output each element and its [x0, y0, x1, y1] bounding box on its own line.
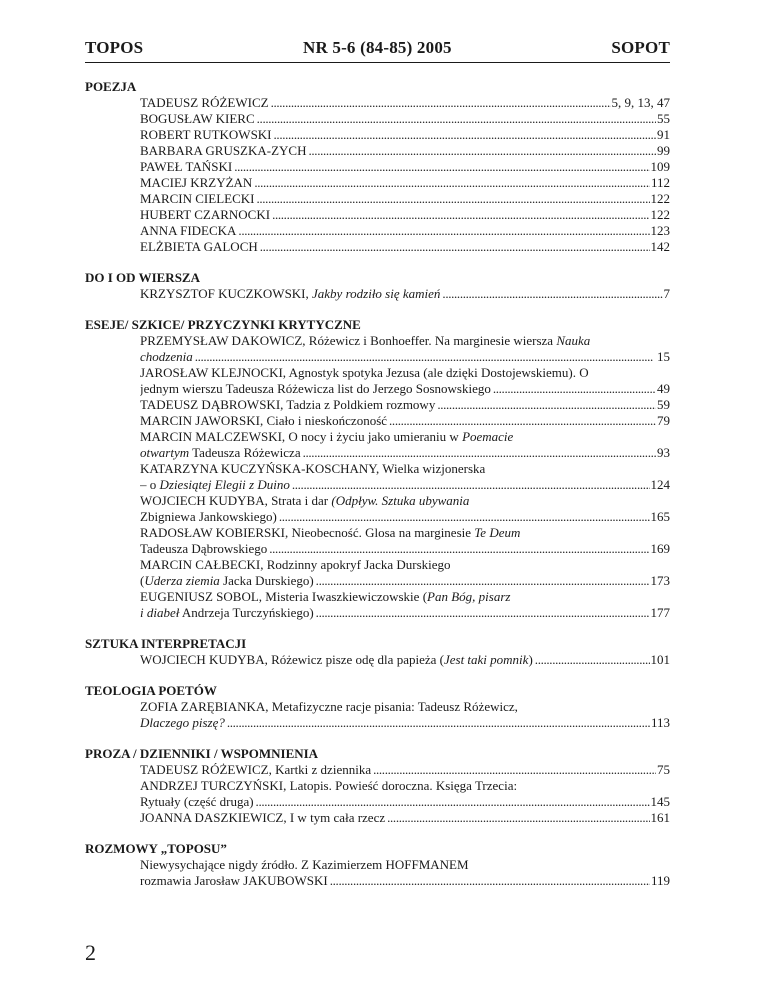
toc-entry: [140, 286, 670, 302]
entry-title-italic: otwartym: [140, 445, 190, 460]
entry-line: [140, 175, 670, 191]
entry-text-segment: RADOSŁAW KOBIERSKI, Nieobecność. Glosa na marginesie: [140, 525, 475, 540]
toc-entry: [140, 557, 670, 589]
entry-text-segment: KRZYSZTOF KUCZKOWSKI,: [140, 286, 313, 301]
toc-section: [85, 317, 670, 621]
entry-title-italic: Jakby rodziło się kamień: [312, 286, 441, 301]
toc-entry: [140, 191, 670, 207]
section-title: PROZA / DZIENNIKI / WSPOMNIENIA: [85, 746, 319, 761]
entry-line: [140, 349, 670, 365]
entry-line: [140, 223, 670, 239]
entry-text: [140, 191, 254, 207]
entry-text-segment: jednym wierszu Tadeusza Różewicza list do Jerzego Sosnowskiego: [140, 381, 491, 396]
entry-text-segment: TADEUSZ DĄBROWSKI, Tadzia z Poldkiem rozmowy: [140, 397, 436, 412]
entry-page-number: 169: [650, 541, 670, 556]
entry-text-segment: Tadeusza Dąbrowskiego: [140, 541, 268, 556]
dot-leader: [442, 286, 662, 302]
entry-line: [140, 557, 670, 573]
entry-line: [140, 143, 670, 159]
entry-line: [140, 127, 670, 143]
toc-entry: [140, 413, 670, 429]
entry-page-number: 59: [657, 397, 670, 412]
entry-page-number: 112: [650, 175, 670, 190]
entry-text-segment: MARCIN CAŁBECKI, Rodzinny apokryf Jacka Durskiego: [140, 557, 451, 572]
dot-leader: [234, 159, 649, 175]
section-title: SZTUKA INTERPRETACJI: [85, 636, 247, 651]
entry-line: [140, 477, 670, 493]
entry-text-segment: – o: [140, 477, 160, 492]
entry-line: [140, 794, 670, 810]
toc-entry: [140, 429, 670, 461]
entry-text: [140, 445, 301, 461]
entry-text: [140, 605, 314, 621]
entry-line: [140, 573, 670, 589]
running-header: [85, 38, 670, 62]
entry-line: [140, 541, 670, 557]
entry-page-number: 123: [650, 223, 670, 238]
entry-text: [140, 477, 290, 493]
entry-text-segment: Niewysychające nigdy źródło. Z Kazimierzem HOFFMANEM: [140, 857, 469, 872]
entry-page-number: 145: [650, 794, 670, 809]
entry-line: [140, 95, 670, 111]
dot-leader: [387, 810, 649, 826]
toc-entry: [140, 143, 670, 159]
dot-leader: [269, 541, 649, 557]
entry-line: [140, 333, 670, 349]
entry-text: [140, 810, 385, 826]
entry-text-segment: TADEUSZ RÓŻEWICZ: [140, 95, 269, 110]
entry-line: [140, 239, 670, 255]
entry-page-number: 49: [657, 381, 670, 396]
entry-text-segment: Tadeusza Różewicza: [189, 445, 301, 460]
entry-text-segment: JAROSŁAW KLEJNOCKI, Agnostyk spotyka Jezusa (ale dzięki Dostojewskiemu). O: [140, 365, 589, 380]
entry-page-number: 101: [650, 652, 670, 667]
dot-leader: [493, 381, 656, 397]
toc-section: [85, 636, 670, 668]
entry-line: [140, 589, 670, 605]
entry-text-segment: ZOFIA ZARĘBIANKA, Metafizyczne racje pisania: Tadeusz Różewicz,: [140, 699, 518, 714]
entry-text-segment: ): [528, 652, 533, 667]
section-title: ESEJE/ SZKICE/ PRZYCZYNKI KRYTYCZNE: [85, 317, 361, 332]
toc-section: [85, 746, 670, 826]
section-entries: [85, 652, 670, 668]
entry-text-segment: MACIEJ KRZYŻAN: [140, 175, 253, 190]
entry-text: [140, 159, 232, 175]
entry-page-number: 109: [650, 159, 670, 174]
dot-leader: [316, 605, 650, 621]
section-entries: [85, 333, 670, 621]
toc-entry: [140, 778, 670, 810]
dot-leader: [227, 715, 650, 731]
dot-leader: [256, 191, 649, 207]
toc-entry: [140, 699, 670, 731]
entry-text: [140, 286, 440, 302]
entry-line: [140, 715, 670, 731]
entry-text-segment: EUGENIUSZ SOBOL, Misteria Iwaszkiewiczowskie (: [140, 589, 428, 604]
toc-entry: [140, 525, 670, 557]
table-of-contents: [85, 79, 670, 904]
section-entries: [85, 699, 670, 731]
entry-page-number: 165: [650, 509, 670, 524]
dot-leader: [272, 207, 649, 223]
entry-line: [140, 857, 670, 873]
toc-section: [85, 79, 670, 255]
dot-leader: [292, 477, 650, 493]
dot-leader: [254, 175, 650, 191]
toc-entry: [140, 159, 670, 175]
section-title: ROZMOWY „TOPOSU”: [85, 841, 227, 856]
header-journal-title: TOPOS: [85, 38, 144, 57]
toc-entry: [140, 223, 670, 239]
entry-text-segment: ROBERT RUTKOWSKI: [140, 127, 272, 142]
toc-entry: [140, 810, 670, 826]
section-title: TEOLOGIA POETÓW: [85, 683, 217, 698]
dot-leader: [256, 794, 650, 810]
entry-text-segment: JOANNA DASZKIEWICZ, I w tym cała rzecz: [140, 810, 386, 825]
dot-leader: [238, 223, 649, 239]
entry-line: [140, 525, 670, 541]
entry-page-number: 55: [657, 111, 670, 126]
entry-text-segment: WOJCIECH KUDYBA, Różewicz pisze odę dla papieża (: [140, 652, 444, 667]
entry-title-italic: Uderza ziemia: [144, 573, 220, 588]
entry-text-segment: Andrzeja Turczyńskiego): [179, 605, 314, 620]
entry-page-number: 113: [650, 715, 670, 730]
toc-entry: [140, 589, 670, 621]
toc-section: [85, 841, 670, 889]
entry-text-segment: BARBARA GRUSZKA-ZYCH: [140, 143, 307, 158]
entry-line: [140, 605, 670, 621]
entry-text-segment: Jacka Durskiego): [219, 573, 314, 588]
toc-entry: [140, 762, 670, 778]
entry-page-number: 142: [650, 239, 670, 254]
entry-text-segment: ELŻBIETA GALOCH: [140, 239, 258, 254]
entry-line: [140, 699, 670, 715]
section-entries: [85, 95, 670, 255]
entry-page-number: 15: [657, 349, 670, 364]
section-title: DO I OD WIERSZA: [85, 270, 200, 285]
entry-text-segment: TADEUSZ RÓŻEWICZ, Kartki z dziennika: [140, 762, 372, 777]
entry-line: [140, 778, 670, 794]
entry-page-number: 122: [650, 191, 670, 206]
entry-line: [140, 810, 670, 826]
entry-text: [140, 873, 328, 889]
entry-text: [140, 143, 307, 159]
entry-line: [140, 429, 670, 445]
entry-text-segment: WOJCIECH KUDYBA, Strata i dar: [140, 493, 332, 508]
entry-text: [140, 239, 258, 255]
entry-text-segment: Rytuały (część druga): [140, 794, 254, 809]
dot-leader: [373, 762, 656, 778]
entry-title-italic: Dziesiątej Elegii z Duino: [159, 477, 290, 492]
toc-entry: [140, 493, 670, 525]
entry-text: [140, 397, 435, 413]
dot-leader: [279, 509, 650, 525]
entry-page-number: 99: [657, 143, 670, 158]
toc-entry: [140, 652, 670, 668]
entry-line: [140, 397, 670, 413]
entry-text: [140, 794, 254, 810]
dot-leader: [330, 873, 650, 889]
entry-page-number: 177: [650, 605, 670, 620]
entry-page-number: 161: [650, 810, 670, 825]
entry-line: [140, 286, 670, 302]
header-city: SOPOT: [611, 38, 670, 57]
entry-line: [140, 461, 670, 477]
entry-page-number: 119: [650, 873, 670, 888]
section-title: POEZJA: [85, 79, 137, 94]
entry-line: [140, 381, 670, 397]
entry-page-number: 173: [650, 573, 670, 588]
entry-line: [140, 509, 670, 525]
dot-leader: [257, 111, 656, 127]
toc-entry: [140, 239, 670, 255]
entry-page-number: 5, 9, 13, 47: [611, 95, 670, 110]
entry-line: [140, 191, 670, 207]
entry-text-segment: MARCIN CIELECKI: [140, 191, 255, 206]
entry-text-segment: rozmawia Jarosław JAKUBOWSKI: [140, 873, 328, 888]
toc-section: [85, 683, 670, 731]
entry-title-italic: Poemacie: [462, 429, 514, 444]
entry-text-segment: BOGUSŁAW KIERC: [140, 111, 255, 126]
dot-leader: [195, 349, 656, 365]
entry-text-segment: (: [140, 573, 145, 588]
entry-page-number: 91: [657, 127, 670, 142]
dot-leader: [260, 239, 650, 255]
dot-leader: [303, 445, 656, 461]
entry-text-segment: Zbigniewa Jankowskiego): [140, 509, 277, 524]
entry-text-segment: KATARZYNA KUCZYŃSKA-KOSCHANY, Wielka wizjonerska: [140, 461, 486, 476]
section-entries: [85, 762, 670, 826]
entry-page-number: 122: [650, 207, 670, 222]
entry-title-italic: Te Deum: [474, 525, 521, 540]
entry-text: [140, 413, 387, 429]
entry-text-segment: PRZEMYSŁAW DAKOWICZ, Różewicz i Bonhoeffer. Na marginesie wiersza: [140, 333, 557, 348]
dot-leader: [437, 397, 656, 413]
entry-title-italic: chodzenia: [140, 349, 193, 364]
entry-text: [140, 541, 267, 557]
entry-line: [140, 159, 670, 175]
entry-line: [140, 493, 670, 509]
entry-text-segment: ANDRZEJ TURCZYŃSKI, Latopis. Powieść doroczna. Księga Trzecia:: [140, 778, 518, 793]
entry-text: [140, 111, 255, 127]
entry-text: [140, 207, 270, 223]
entry-text: [140, 381, 491, 397]
header-issue-number: NR 5-6 (84-85) 2005: [302, 38, 452, 57]
toc-entry: [140, 461, 670, 493]
entry-line: [140, 762, 670, 778]
entry-page-number: 7: [663, 286, 670, 301]
dot-leader: [274, 127, 656, 143]
toc-entry: [140, 127, 670, 143]
page-number: 2: [85, 940, 96, 965]
entry-text: [140, 715, 225, 731]
entry-text: [140, 175, 252, 191]
entry-line: [140, 207, 670, 223]
entry-text: [140, 573, 314, 589]
dot-leader: [309, 143, 657, 159]
entry-text: [140, 223, 236, 239]
entry-line: [140, 111, 670, 127]
dot-leader: [271, 95, 611, 111]
header-rule: [85, 62, 670, 63]
entry-page-number: 124: [650, 477, 670, 492]
entry-text-segment: ANNA FIDECKA: [140, 223, 237, 238]
toc-entry: [140, 175, 670, 191]
toc-entry: [140, 365, 670, 397]
dot-leader: [389, 413, 656, 429]
entry-text: [140, 652, 533, 668]
entry-text-segment: HUBERT CZARNOCKI: [140, 207, 271, 222]
entry-text-segment: MARCIN JAWORSKI, Ciało i nieskończoność: [140, 413, 388, 428]
toc-entry: [140, 95, 670, 111]
entry-line: [140, 652, 670, 668]
entry-text-segment: MARCIN MALCZEWSKI, O nocy i życiu jako umieraniu w: [140, 429, 463, 444]
entry-line: [140, 445, 670, 461]
entry-title-italic: i diabeł: [140, 605, 180, 620]
entry-title-italic: Pan Bóg, pisarz: [427, 589, 511, 604]
toc-section: [85, 270, 670, 302]
entry-page-number: 75: [657, 762, 670, 777]
entry-page-number: 79: [657, 413, 670, 428]
entry-line: [140, 365, 670, 381]
entry-text: [140, 127, 272, 143]
entry-text: [140, 95, 269, 111]
section-entries: [85, 857, 670, 889]
toc-entry: [140, 207, 670, 223]
entry-text-segment: PAWEŁ TAŃSKI: [140, 159, 233, 174]
entry-line: [140, 873, 670, 889]
toc-entry: [140, 333, 670, 365]
entry-title-italic: Jest taki pomnik: [443, 652, 529, 667]
toc-entry: [140, 397, 670, 413]
entry-title-italic: Dlaczego piszę?: [140, 715, 225, 730]
dot-leader: [535, 652, 650, 668]
section-entries: [85, 286, 670, 302]
entry-text: [140, 349, 193, 365]
entry-text: [140, 509, 277, 525]
entry-title-italic: (Odpływ. Sztuka ubywania: [331, 493, 470, 508]
entry-title-italic: Nauka: [556, 333, 591, 348]
entry-page-number: 93: [657, 445, 670, 460]
dot-leader: [316, 573, 650, 589]
toc-entry: [140, 111, 670, 127]
entry-line: [140, 413, 670, 429]
entry-text: [140, 762, 371, 778]
toc-entry: [140, 857, 670, 889]
